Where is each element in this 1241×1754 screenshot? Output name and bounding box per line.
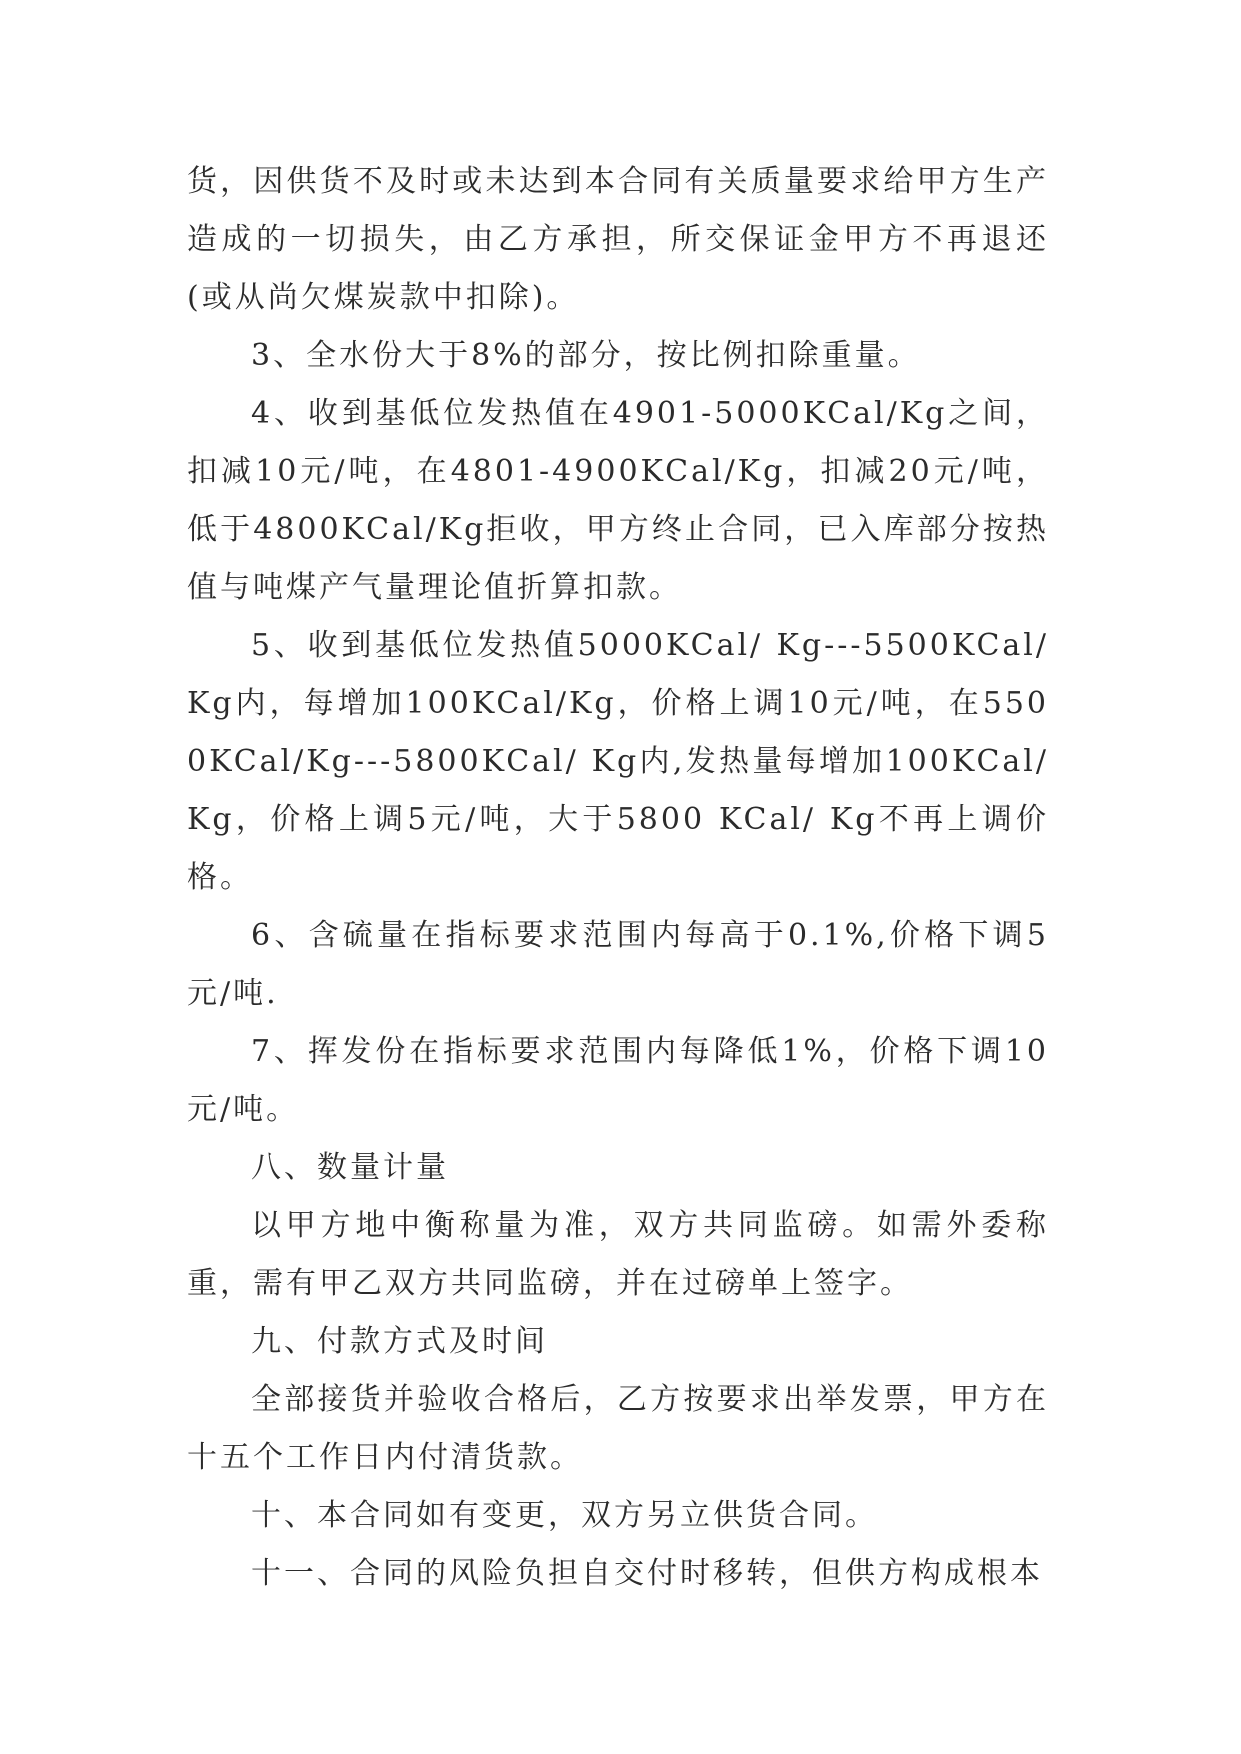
paragraph-section-8: 以甲方地中衡称量为准，双方共同监磅。如需外委称重，需有甲乙双方共同监磅，并在过磅单上签字。: [187, 1208, 1049, 1301]
section-heading-8: 八、数量计量: [251, 1150, 449, 1185]
document-body: [187, 153, 1049, 1603]
paragraph-item-7: 7、挥发份在指标要求范围内每降低1%，价格下调10元/吨。: [187, 1034, 1049, 1127]
paragraph-continuation: 货，因供货不及时或未达到本合同有关质量要求给甲方生产造成的一切损失，由乙方承担，所交保证金甲方不再退还(或从尚欠煤炭款中扣除)。: [187, 164, 1049, 315]
paragraph-item-6: 6、含硫量在指标要求范围内每高于0.1%,价格下调5元/吨.: [187, 918, 1049, 1011]
section-heading-11: 十一、合同的风险负担自交付时移转，但供方构成根本: [251, 1556, 1043, 1591]
paragraph-section-9: 全部接货并验收合格后，乙方按要求出举发票，甲方在十五个工作日内付清货款。: [187, 1382, 1049, 1475]
section-heading-9: 九、付款方式及时间: [251, 1324, 548, 1359]
paragraph-item-3: 3、全水份大于8%的部分，按比例扣除重量。: [251, 338, 921, 373]
paragraph-item-5: 5、收到基低位发热值5000KCal/ Kg---5500KCal/ Kg内，每增加100KCal/Kg，价格上调10元/吨，在5500KCal/Kg---5800KCal/ Kg内,发热量每增加100KCal/ Kg，价格上调5元/吨，大于5800 KCal/ Kg不再上调价格。: [187, 628, 1049, 895]
section-heading-10: 十、本合同如有变更，双方另立供货合同。: [251, 1498, 878, 1533]
paragraph-item-4: 4、收到基低位发热值在4901-5000KCal/Kg之间，扣减10元/吨，在4801-4900KCal/Kg，扣减20元/吨，低于4800KCal/Kg拒收，甲方终止合同，已入库部分按热值与吨煤产气量理论值折算扣款。: [187, 396, 1049, 605]
